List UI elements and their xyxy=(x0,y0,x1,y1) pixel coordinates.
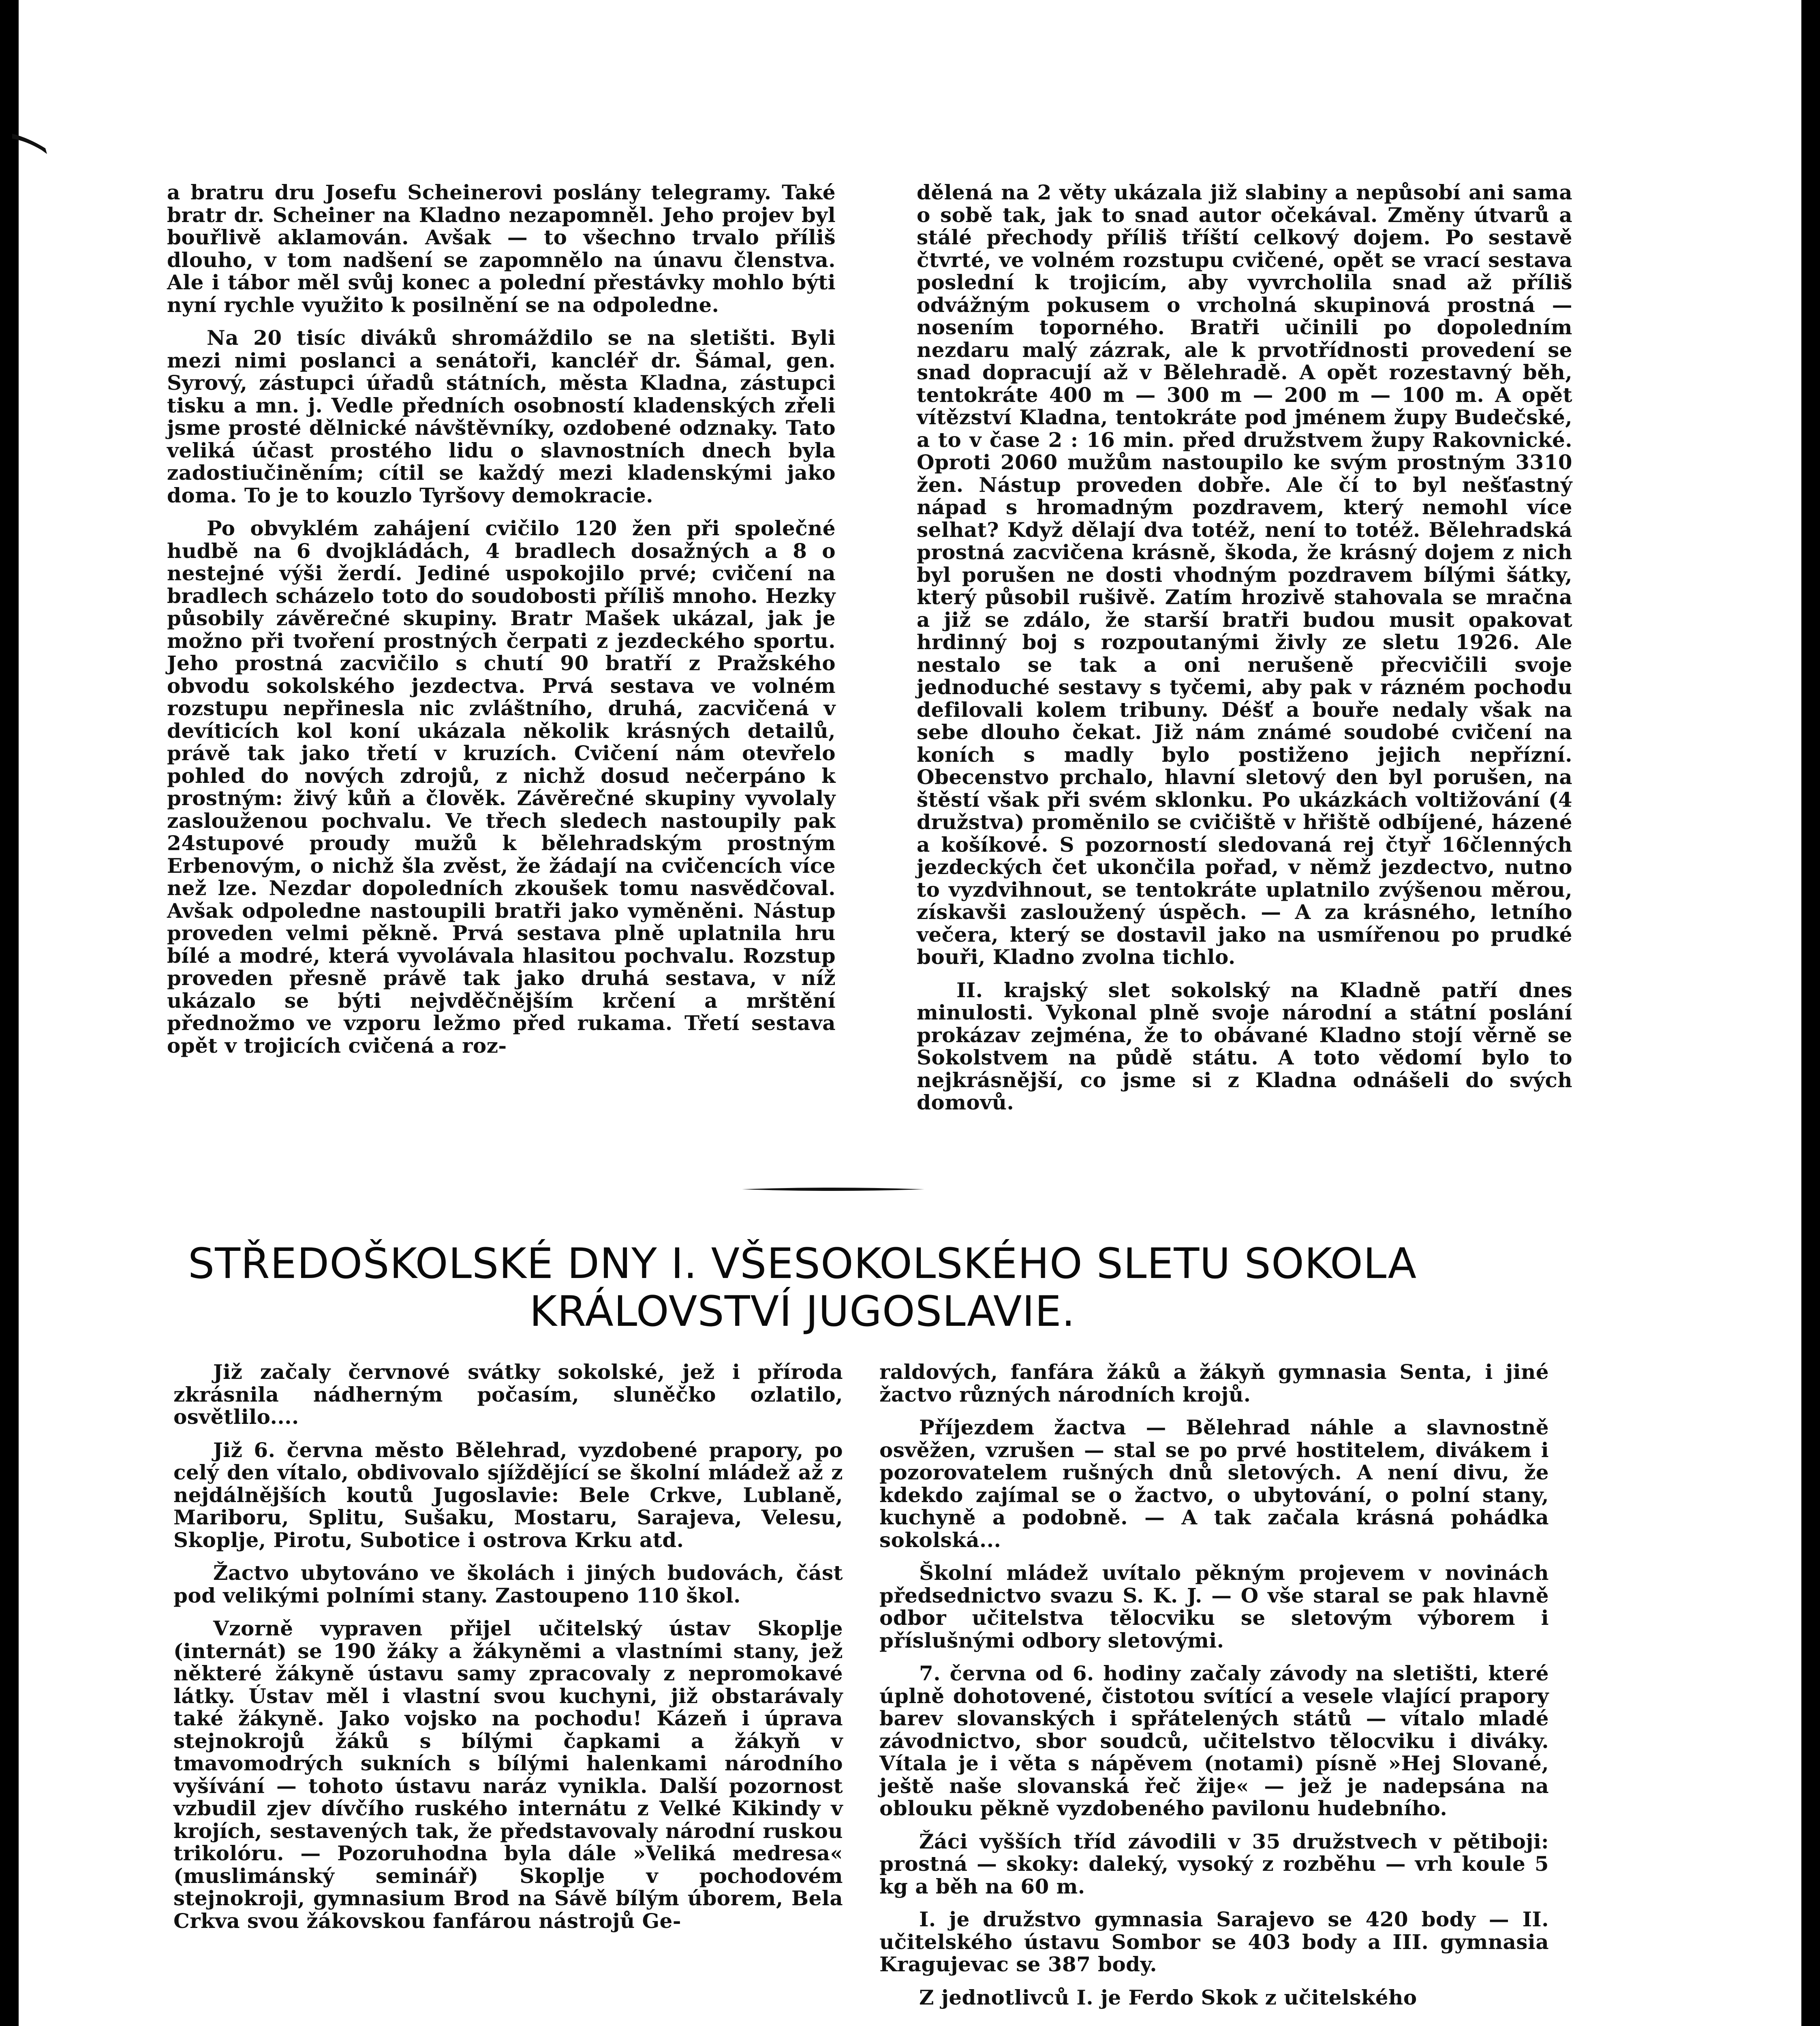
paragraph: Z jednotlivců I. je Ferdo Skok z učitelského xyxy=(919,1985,1417,2009)
section-divider xyxy=(742,1187,924,1192)
article2-column-right xyxy=(879,1361,1549,2009)
headline-line-1: STŘEDOŠKOLSKÉ DNY I. VŠESOKOLSKÉHO SLETU SOKOLA xyxy=(188,1240,1417,1288)
paragraph: I. je družstvo gymnasia Sarajevo se 420 body — II. učitelského ústavu Sombor se 403 body a III. gymnasia Kragujevac se 387 body. xyxy=(879,1907,1549,1976)
scan-border-left xyxy=(0,0,19,2026)
paragraph: Na 20 tisíc diváků shromáždilo se na sletišti. Byli mezi nimi poslanci a senátoři, kancléř dr. Šámal, gen. Syrový, zástupci úřadů státních, města Kladna, zástupci tisku a mn. j. Vedle předních osobností kladenských zřeli jsme prosté dělnické návštěvníky, ozdobené odznaky. Tato veliká účast prostého lidu o slavnostních dnech byla zadostiučiněním; cítil se každý mezi kladenskými jako doma. To je to kouzlo Tyršovy demokracie. xyxy=(167,326,836,507)
paragraph: Žactvo ubytováno ve školách i jiných budovách, část pod velikými polními stany. Zastoupeno 110 škol. xyxy=(173,1561,843,1607)
article2-column-left xyxy=(173,1361,843,1932)
article2-headline xyxy=(134,1240,1471,1336)
paragraph: Již 6. června město Bělehrad, vyzdobené prapory, po celý den vítalo, obdivovalo sjíždějící se školní mládež až z nejdálnějších koutů Jugoslavie: Bele Crkve, Lublaně, Mariboru, Splitu, Sušaku, Mostaru, Sarajeva, Velesu, Skoplje, Pirotu, Subotice i ostrova Krku atd. xyxy=(173,1438,843,1552)
paragraph: Příjezdem žactva — Bělehrad náhle a slavnostně osvěžen, vzrušen — stal se po prvé hostitelem, divákem i pozorovatelem rušných dnů sletových. A není divu, že kdekdo zajímal se o žactvo, o ubytování, o polní stany, kuchyně a podobně. — A tak začala krásná pohádka sokolská... xyxy=(879,1415,1549,1552)
paragraph: Vzorně vypraven přijel učitelský ústav Skoplje (internát) se 190 žáky a žákyněmi a vlastními stany, jež některé žákyně ústavu samy zpracovaly z nepromokavé látky. Ústav měl i vlastní svou kuchyni, již obstarávaly také žákyně. Jako vojsko na pochodu! Kázeň i úprava stejnokrojů žáků s bílými čapkami a žákyň v tmavomodrých sukních s bílými halenkami národního vyšívání — tohoto ústavu naráz vynikla. Další pozornost vzbudil zjev dívčího ruského internátu z Velké Kikindy v krojích, sestavených tak, že představovaly národní ruskou trikolóru. — Pozoruhodna byla dále »Veliká medresa« (muslimánský seminář) Skoplje v pochodovém stejnokroji, gymnasium Brod na Sávě bílým úborem, Bela Crkva svou žákovskou fanfárou nástrojů Ge- xyxy=(173,1616,843,1933)
paragraph: Po obvyklém zahájení cvičilo 120 žen při společné hudbě na 6 dvojkládách, 4 bradlech dosažných a 8 o nestejné výši žerdí. Jediné uspokojilo prvé; cvičení na bradlech scházelo toto do soudobosti příliš mnoho. Hezky působily závěrečné skupiny. Bratr Mašek ukázal, jak je možno při tvoření prostných čerpati z jezdeckého sportu. Jeho prostná zacvičilo s chutí 90 bratří z Pražského obvodu sokolského jezdectva. Prvá sestava ve volném rozstupu nepřinesla nic zvláštního, druhá, zacvičená v devíticích kol koní ukázala několik krásných detailů, právě tak jako třetí v kruzích. Cvičení nám otevřelo pohled do nových zdrojů, z nichž dosud nečerpáno k prostným: živý kůň a člověk. Závěrečné skupiny vyvolaly zaslouženou pochvalu. Ve třech sledech nastoupily pak 24stupové proudy mužů k bělehradským prostným Erbenovým, o nichž šla zvěst, že žádají na cvičencích více než lze. Nezdar dopoledních zkoušek tomu nasvědčoval. Avšak odpoledne nastoupili bratři jako vyměněni. Nástup proveden velmi pěkně. Prvá sestava plně uplatnila hru bílé a modré, která vyvolávala hlasitou pochvalu. Rozstup proveden přesně právě tak jako druhá sestava, v níž ukázalo se býti nejvděčnějším krčení a mrštění přednožmo ve vzporu ležmo před rukama. Třetí sestava opět v trojicích cvičená a roz- xyxy=(167,516,836,1058)
paragraph: Školní mládež uvítalo pěkným projevem v novinách předsednictvo svazu S. K. J. — O vše staral se pak hlavně odbor učitelstva tělocviku se sletovým výborem i příslušnými odbory sletovými. xyxy=(879,1561,1549,1652)
headline-line-2: KRÁLOVSTVÍ JUGOSLAVIE. xyxy=(529,1287,1076,1336)
paragraph: a bratru dru Josefu Scheinerovi poslány telegramy. Také bratr dr. Scheiner na Kladno nezapomněl. Jeho projev byl bouřlivě aklamován. Avšak — to všechno trvalo příliš dlouho, v tom nadšení se zapomnělo na únavu členstva. Ale i tábor měl svůj konec a polední přestávky mohlo býti nyní rychle využito k posilnění se na odpoledne. xyxy=(167,180,836,317)
paragraph: II. krajský slet sokolský na Kladně patří dnes minulosti. Vykonal plně svoje národní a státní poslání prokázav zejména, že to obávané Kladno stojí věrně se Sokolstvem na půdě státu. A toto vědomí bylo to nejkrásnější, co jsme si z Kladna odnášeli do svých domovů. xyxy=(917,978,1572,1114)
paragraph: raldových, fanfára žáků a žákyň gymnasia Senta, i jiné žactvo různých národních krojů. xyxy=(879,1360,1549,1406)
paragraph: dělená na 2 věty ukázala již slabiny a nepůsobí ani sama o sobě tak, jak to snad autor očekával. Změny útvarů a stálé přechody příliš tříští celkový dojem. Po sestavě čtvrté, ve volném rozstupu cvičené, opět se vrací sestava poslední k trojicím, aby vyvrcholila snad až příliš odvážným pokusem o vrcholná skupinová prostná — nosením toporného. Bratři učinili po dopoledním nezdaru malý zázrak, ale k prvotřídnosti provedení se snad dopracují až v Bělehradě. A opět rozestavný běh, tentokráte 400 m — 300 m — 200 m — 100 m. A opět vítězství Kladna, tentokráte pod jménem župy Budečské, a to v čase 2 : 16 min. před družstvem župy Rakovnické. Oproti 2060 mužům nastoupilo ke svým prostným 3310 žen. Nástup proveden dobře. Ale čí to byl nešťastný nápad s hromadným pozdravem, který nemohl více selhat? Když dělají dva totéž, není to totéž. Bělehradská prostná zacvičena krásně, škoda, že krásný dojem z nich byl porušen ne dosti vhodným pozdravem bílými šátky, který působil rušivě. Zatím hrozivě stahovala se mračna a již se zdálo, že starší bratři budou musit opakovat hrdinný boj s rozpoutanými živly ze sletu 1926. Ale nestalo se tak a oni nerušeně přecvičili svoje jednoduché sestavy s tyčemi, aby pak v rázném pochodu defilovali kolem tribuny. Déšť a bouře nedaly však na sebe dlouho čekat. Již nám známé soudobé cvičení na koních s madly bylo postiženo jejich nepřízní. Obecenstvo prchalo, hlavní sletový den byl porušen, na štěstí však při svém sklonku. Po ukázkách voltižování (4 družstva) proměnilo se cvičiště v hřiště odbíjené, házené a košíkové. S pozorností sledovaná rej čtyř 16členných jezdeckých čet ukončila pořad, v němž jezdectvo, nutno to vyzdvihnout, se tentokráte uplatnilo zvýšenou měrou, získavši zasloužený úspěch. — A za krásného, letního večera, který se dostavil jako na usmířenou po prudké bouři, Kladno zvolna tichlo. xyxy=(917,180,1572,969)
article1-column-left xyxy=(167,181,836,1057)
paragraph: 7. června od 6. hodiny začaly závody na sletišti, které úplně dohotovené, čistotou svítící a vesele vlající prapory barev slovanských i spřátelených států — vítalo mladé závodnictvo, sbor soudců, učitelstvo tělocviku i diváky. Vítala je i věta s nápěvem (notami) písně »Hej Slované, ještě naše slovanská řeč žije« — jež je nadepsána na oblouku pěkně vyzdobeného pavilonu hudebního. xyxy=(879,1661,1549,1820)
article1-column-right xyxy=(917,181,1572,1114)
paragraph: Žáci vyšších tříd závodili v 35 družstvech v pětiboji: prostná — skoky: daleký, vysoký z rozběhu — vrh koule 5 kg a běh na 60 m. xyxy=(879,1829,1549,1898)
scan-border-right xyxy=(1801,0,1820,2026)
paragraph: Již začaly červnové svátky sokolské, jež i příroda zkrásnila nádherným počasím, sluněčko ozlatilo, osvětlilo.... xyxy=(173,1360,843,1429)
corner-mark-icon xyxy=(12,122,53,158)
